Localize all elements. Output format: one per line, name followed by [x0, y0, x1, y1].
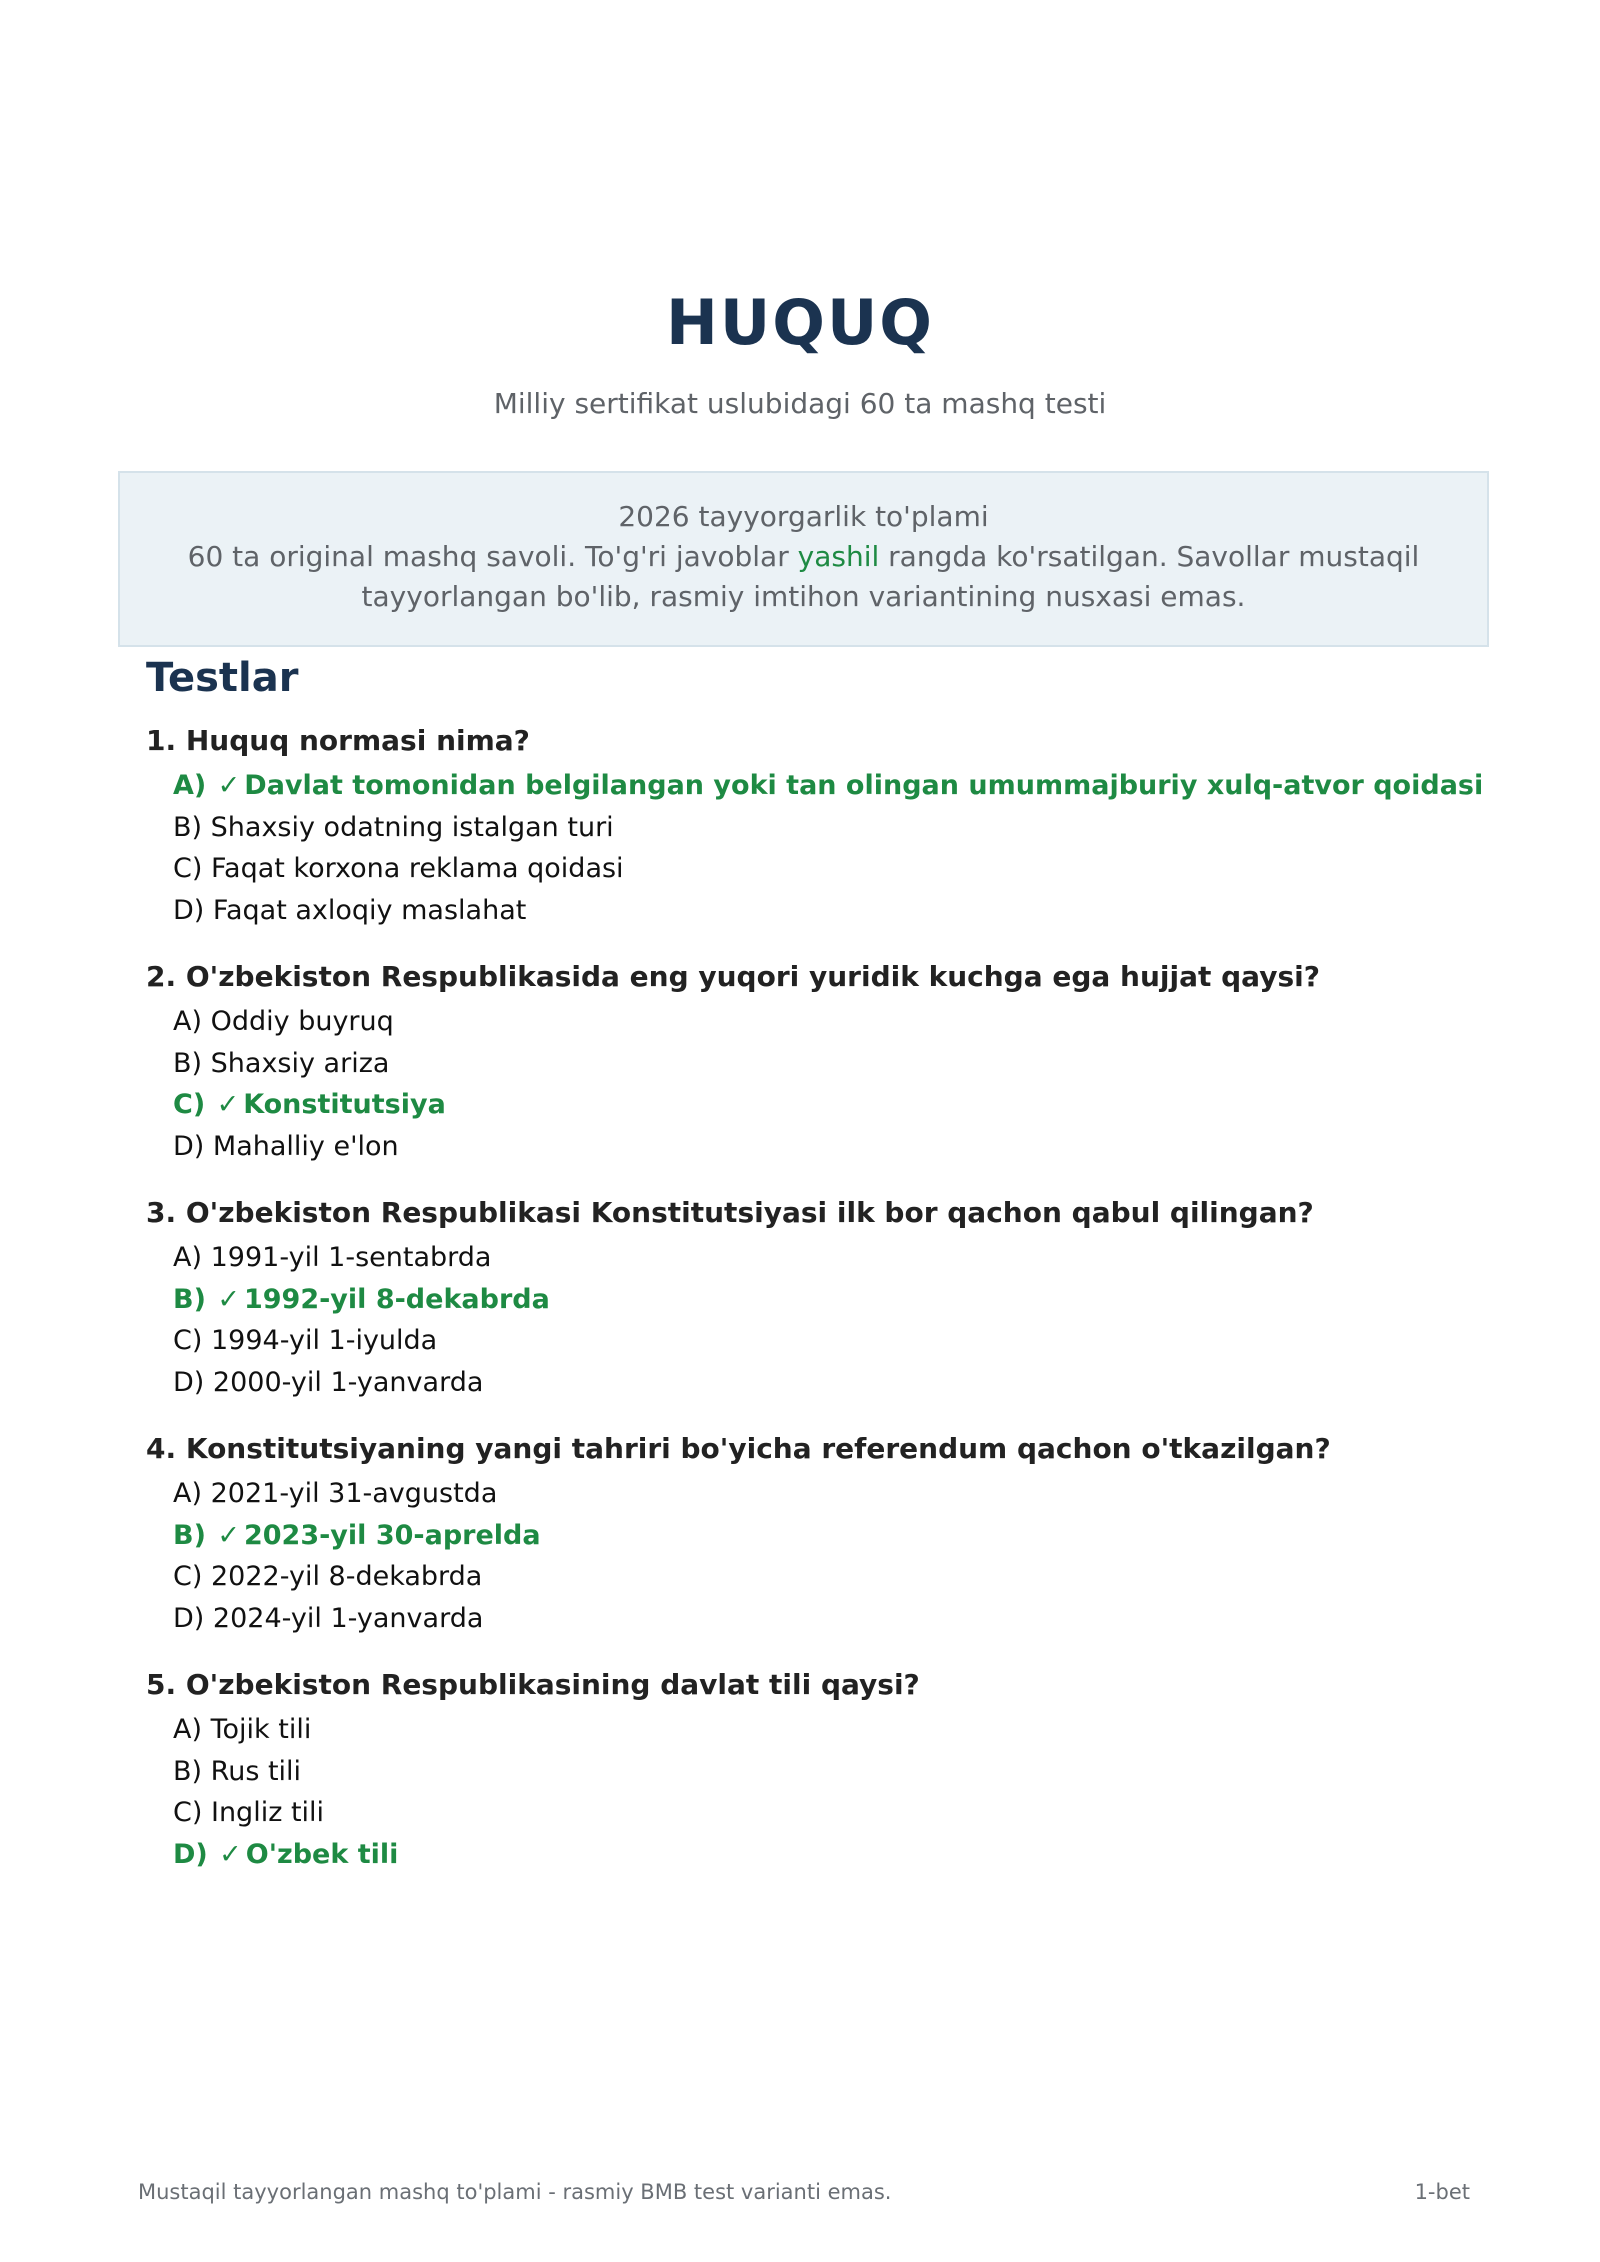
- question-text: 1. Huquq normasi nima?: [146, 724, 530, 757]
- option-list: [146, 1709, 1476, 1875]
- footer-note: Mustaqil tayyorlangan mashq to'plami - rasmiy BMB test varianti emas.: [138, 2180, 892, 2204]
- option-c[interactable]: [173, 1792, 1476, 1834]
- option-letter: A): [173, 1478, 203, 1509]
- option-text: Davlat tomonidan belgilangan yoki tan olingan umummajburiy xulq-atvor qoidasi: [244, 770, 1484, 801]
- option-text: Mahalliy e'lon: [212, 1130, 399, 1162]
- option-list: [146, 1473, 1476, 1639]
- option-a[interactable]: [173, 1709, 1476, 1751]
- option-letter: D): [173, 1838, 208, 1870]
- option-letter: A): [173, 1242, 203, 1273]
- option-letter: A): [173, 1714, 203, 1745]
- info-desc-highlight: yashil: [797, 540, 880, 573]
- option-letter: D): [173, 1130, 205, 1162]
- option-text: 2023-yil 30-aprelda: [243, 1519, 541, 1551]
- option-text: 1992-yil 8-dekabrda: [243, 1283, 550, 1315]
- option-letter: C): [173, 1561, 203, 1592]
- option-b[interactable]: [173, 807, 1476, 849]
- option-letter: B): [173, 811, 203, 843]
- option-text: Oddiy buyruq: [210, 1006, 394, 1037]
- option-letter: C): [173, 1797, 203, 1828]
- check-icon: ✓: [217, 1519, 240, 1551]
- question-4: [146, 1429, 1476, 1639]
- option-letter: A): [173, 1006, 203, 1037]
- check-icon: ✓: [217, 770, 241, 801]
- info-desc-part2: rangda ko'rsatilgan. Savollar mustaqil tayyorlangan bo'lib, rasmiy imtihon variantining nusxasi emas.: [361, 540, 1420, 613]
- info-desc-part1: 60 ta original mashq savoli. To'g'ri javoblar: [187, 540, 798, 573]
- question-list: [146, 721, 1484, 1901]
- option-a[interactable]: [173, 1001, 1476, 1043]
- option-d[interactable]: [173, 1834, 1476, 1876]
- option-text: Shaxsiy odatning istalgan turi: [210, 811, 614, 843]
- question-text: 4. Konstitutsiyaning yangi tahriri bo'yicha referendum qachon o'tkazilgan?: [146, 1432, 1331, 1465]
- option-b[interactable]: [173, 1751, 1476, 1793]
- option-letter: B): [173, 1519, 206, 1551]
- page-title: HUQUQ: [666, 286, 934, 359]
- option-d[interactable]: [173, 890, 1476, 932]
- option-letter: A): [173, 770, 207, 801]
- option-letter: B): [173, 1283, 206, 1315]
- option-text: 1991-yil 1-sentabrda: [210, 1242, 492, 1273]
- check-icon: ✓: [216, 1089, 240, 1120]
- question-5: [146, 1665, 1476, 1875]
- option-text: 2021-yil 31-avgustda: [210, 1478, 498, 1509]
- page-number: 1-bet: [1414, 2180, 1470, 2204]
- option-a[interactable]: [173, 1237, 1476, 1279]
- option-text: Shaxsiy ariza: [210, 1047, 390, 1079]
- option-letter: C): [173, 853, 203, 884]
- option-a[interactable]: [173, 1473, 1476, 1515]
- option-list: [146, 1001, 1476, 1167]
- option-a[interactable]: [173, 765, 1484, 807]
- option-c[interactable]: [173, 1084, 1476, 1126]
- question-3: [146, 1193, 1476, 1403]
- question-1: [146, 721, 1484, 931]
- option-c[interactable]: [173, 1556, 1476, 1598]
- option-list: [146, 1237, 1476, 1403]
- option-text: 1994-yil 1-iyulda: [210, 1325, 438, 1356]
- option-d[interactable]: [173, 1598, 1476, 1640]
- question-text: 3. O'zbekiston Respublikasi Konstitutsiyasi ilk bor qachon qabul qilingan?: [146, 1196, 1314, 1229]
- option-b[interactable]: [173, 1515, 1476, 1557]
- option-letter: D): [173, 894, 205, 926]
- info-box-description: [120, 537, 1487, 617]
- question-text: 2. O'zbekiston Respublikasida eng yuqori yuridik kuchga ega hujjat qaysi?: [146, 960, 1320, 993]
- option-c[interactable]: [173, 1320, 1476, 1362]
- option-text: Faqat axloqiy maslahat: [212, 894, 527, 926]
- option-text: 2024-yil 1-yanvarda: [212, 1602, 484, 1634]
- option-text: Ingliz tili: [210, 1797, 325, 1828]
- option-letter: D): [173, 1366, 205, 1398]
- option-letter: C): [173, 1089, 206, 1120]
- option-text: Faqat korxona reklama qoidasi: [210, 853, 624, 884]
- check-icon: ✓: [219, 1838, 242, 1870]
- question-text: 5. O'zbekiston Respublikasining davlat tili qaysi?: [146, 1668, 920, 1701]
- option-text: 2022-yil 8-dekabrda: [210, 1561, 483, 1592]
- option-list: [146, 765, 1484, 931]
- question-2: [146, 957, 1476, 1167]
- option-text: O'zbek tili: [245, 1838, 399, 1870]
- option-letter: C): [173, 1325, 203, 1356]
- option-text: Rus tili: [210, 1755, 302, 1787]
- option-letter: B): [173, 1755, 203, 1787]
- option-text: Tojik tili: [210, 1714, 312, 1745]
- option-b[interactable]: [173, 1279, 1476, 1321]
- info-box-heading: 2026 tayyorgarlik to'plami: [618, 500, 989, 533]
- info-box: [118, 471, 1489, 647]
- section-heading: Testlar: [146, 655, 299, 701]
- check-icon: ✓: [217, 1283, 240, 1315]
- option-b[interactable]: [173, 1043, 1476, 1085]
- option-letter: D): [173, 1602, 205, 1634]
- option-letter: B): [173, 1047, 203, 1079]
- option-c[interactable]: [173, 848, 1476, 890]
- page-subtitle: Milliy sertifikat uslubidagi 60 ta mashq testi: [493, 387, 1107, 420]
- option-d[interactable]: [173, 1362, 1476, 1404]
- option-text: 2000-yil 1-yanvarda: [212, 1366, 484, 1398]
- option-text: Konstitutsiya: [243, 1089, 446, 1120]
- option-d[interactable]: [173, 1126, 1476, 1168]
